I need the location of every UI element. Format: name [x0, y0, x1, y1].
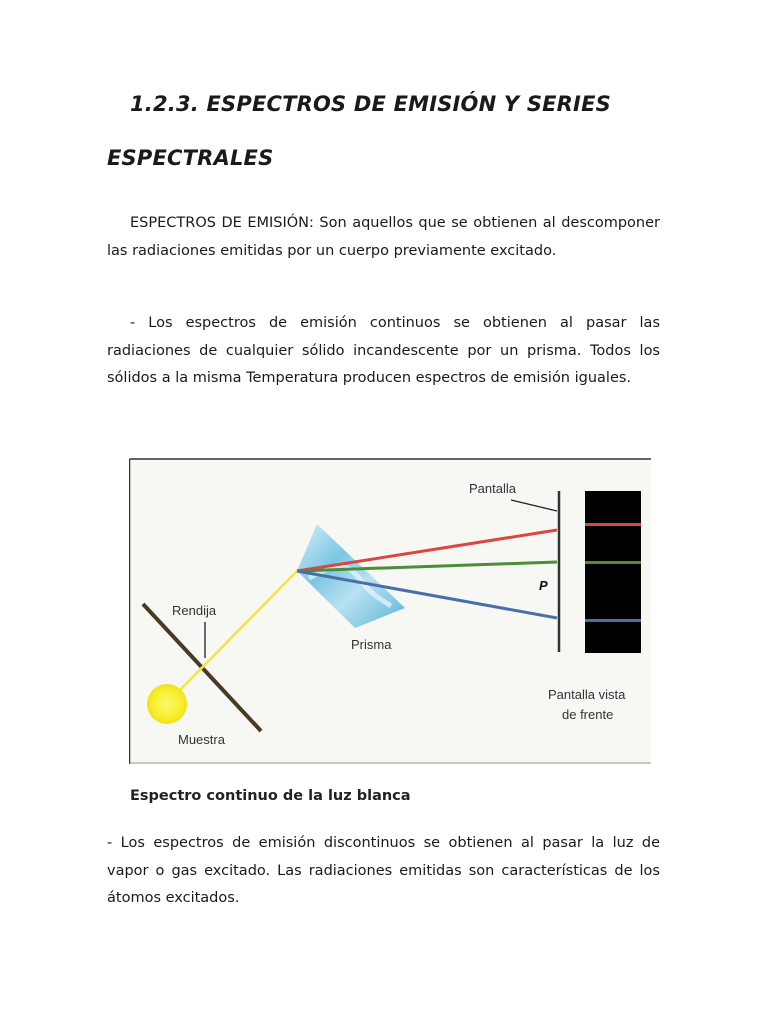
- section-heading-line-2: ESPECTRALES: [107, 146, 274, 170]
- label-rendija: Rendija: [172, 603, 217, 618]
- front-view-green-line: [585, 561, 641, 564]
- paragraph-continuous-spectra: [107, 310, 660, 393]
- term-espectros-de-emision: ESPECTROS DE EMISIÓN: [130, 215, 310, 231]
- label-pantalla-vista: Pantalla vista: [548, 687, 626, 702]
- paragraph-emission-spectra-text: : Son aquellos que se obtienen al descomponer las radiaciones emitidas por un cuerpo previamente excitado.: [107, 215, 661, 259]
- prism-diagram: [129, 458, 651, 764]
- label-pantalla: Pantalla: [469, 481, 516, 496]
- label-de-frente: de frente: [562, 707, 614, 722]
- section-heading-line-1: 1.2.3. ESPECTROS DE EMISIÓN Y SERIES: [130, 92, 611, 116]
- screen-front-view: [585, 491, 641, 653]
- front-view-blue-line: [585, 619, 641, 622]
- label-p: P: [539, 578, 548, 593]
- front-view-red-line: [585, 523, 641, 526]
- paragraph-emission-spectra: [107, 210, 660, 265]
- prism-spectrum-figure: [129, 458, 651, 764]
- paragraph-discontinuous-spectra: [107, 830, 660, 913]
- paragraph-continuous-spectra-text: - Los espectros de emisión continuos se obtienen al pasar las radiaciones de cualquier sólido incandescente por un prisma. Todos los sólidos a la misma Temperatura producen espectros de emisión iguales.: [107, 315, 660, 386]
- light-source-sun: [147, 684, 187, 724]
- label-prisma: Prisma: [351, 637, 392, 652]
- paragraph-discontinuous-spectra-text: - Los espectros de emisión discontinuos se obtienen al pasar la luz de vapor o gas excitado. Las radiaciones emitidas son características de los átomos excitados.: [107, 835, 660, 906]
- figure-caption: Espectro continuo de la luz blanca: [130, 788, 411, 804]
- label-muestra: Muestra: [178, 732, 225, 747]
